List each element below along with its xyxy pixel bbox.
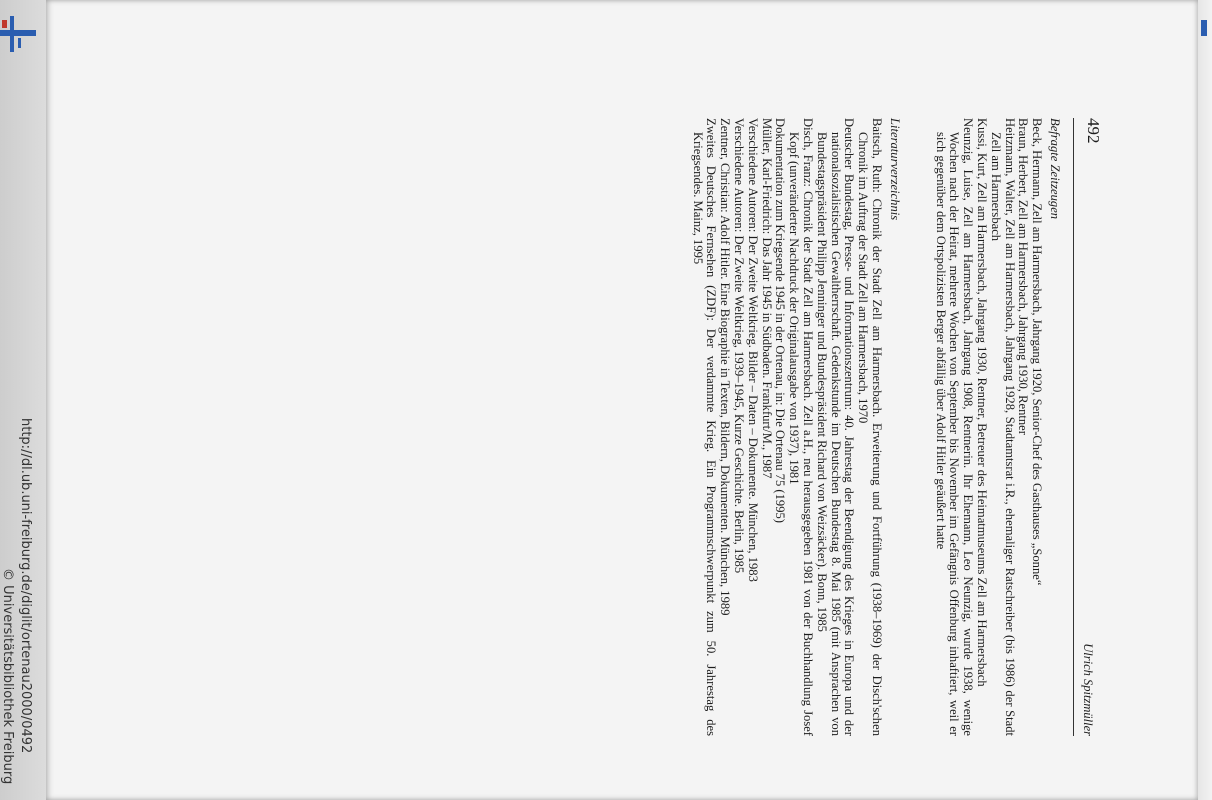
witness-entry: Kussi, Kurt, Zell am Harmersbach, Jahrgang 1930, Rentner, Betreuer des Heimatmuseums Zell am Harmersbach (975, 118, 990, 687)
section-title-bibliography: Literaturverzeichnis (887, 118, 902, 221)
witness-entry: Beck, Hermann, Zell am Harmersbach, Jahrgang 1920, Senior-Chef des Gasthauses „Sonne“ (1030, 118, 1045, 586)
bibliography-entry: Dokumentation zum Kriegsende 1945 in der Ortenau, in: Die Ortenau 75 (1995) (773, 118, 788, 523)
bibliography-entry: Verschiedene Autoren: Der Zweite Weltkrieg, 1939–1945, Kurze Geschichte. Berlin, 1985 (732, 118, 747, 574)
watermark (0, 0, 46, 800)
bibliography-entry: Verschiedene Autoren: Der Zweite Weltkrieg. Bilder – Daten – Dokumente. München, 1983 (745, 118, 760, 582)
witness-entry: Heitzmann, Walter, Zell am Harmersbach, Jahrgang 1928, Stadtamtsrat i.R., ehemaliger Ratschreiber (bis 1986) der Stadt Zell am Harmersbach (988, 118, 1017, 736)
scan-edge-marker-icon (1199, 18, 1209, 38)
section-title-witnesses: Befragte Zeitzeugen (1048, 118, 1062, 220)
scanner-right-margin (1198, 0, 1212, 800)
page-header (1073, 118, 1104, 736)
witness-entry: Neunzig, Luise, Zell am Harmersbach, Jahrgang 1908, Rentnerin. Ihr Ehemann, Leo Neunzig, wurde 1938, wenige Wochen nach der Heirat, mehrere Wochen von September bis November im Gefängnis Offenburg inhaftiert, weil er sich gegenüber dem Ortspolizisten Berger abfällig über Adolf Hitler geäußert hatte (933, 118, 976, 736)
copyright-notice: © Universitätsbibliothek Freiburg (0, 568, 15, 785)
bibliography-entry: Zweites Deutsches Fernsehen (ZDF): Der verdammte Krieg. Ein Programmschwerpunkt zum 50. Jahrestag des Kriegsendes. Mainz, 1995 (690, 118, 719, 736)
running-head-author: Ulrich Spitzmüller (1081, 643, 1095, 736)
bibliography-entry: Deutscher Bundestag, Presse- und Informationszentrum: 40. Jahrestag der Beendigung des Krieges in Europa und der nationalsozialistischen Gewaltherrschaft. Gedenkstunde im Deutschen Bundestag 8. Mai 1985 (mit Ansprachen von Bundestagspräsident Philipp Jenninger und Bundespräsident Richard von Weizsäcker). Bonn, 1985 (814, 118, 857, 736)
page-number: 492 (1084, 118, 1103, 144)
witness-entry: Braun, Herbert, Zell am Harmersbach, Jahrgang 1930, Rentner (1016, 118, 1031, 435)
rotated-document-text (402, 118, 1104, 736)
bibliography-entry: Baitsch, Ruth: Chronik der Stadt Zell am Harmersbach. Erweiterung und Fortführung (1938–1969) der Disch'schen Chronik im Auftrag der Stadt Zell am Harmersbach, 1970 (856, 118, 885, 736)
source-url[interactable]: http://dl.ub.uni-freiburg.de/diglit/ortenau2000/0492 (18, 418, 33, 754)
bibliography-entry: Disch, Franz: Chronik der Stadt Zell am Harmersbach. Zell a.H., neu herausgegeben 1981 von der Buchhandlung Josef Kopf (unveränderter Nachdruck der Originalausgabe von 1937), 1981 (787, 118, 816, 736)
bibliography-entry: Müller, Karl-Friedrich: Das Jahr 1945 in Südbaden. Frankfurt/M., 1987 (759, 118, 774, 479)
bibliography-entry: Zentner, Christian: Adolf Hitler. Eine Biographie in Texten, Bildern, Dokumenten. München, 1989 (718, 118, 733, 616)
